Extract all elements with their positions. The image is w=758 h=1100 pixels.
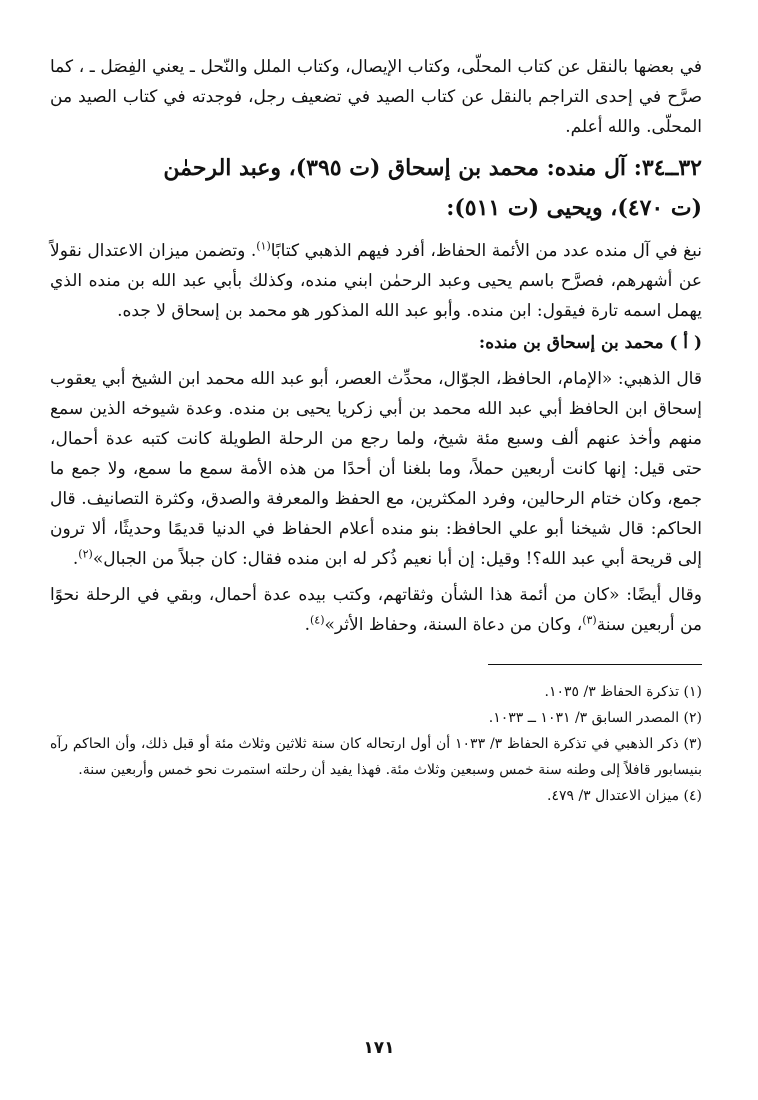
paragraph-3 (50, 580, 702, 640)
section-heading-line-1: ٣٢ــ٣٤: آل منده: محمد بن إسحاق (ت ٣٩٥)، وعبد الرحمٰن (163, 155, 702, 181)
intro-paragraph (50, 52, 702, 142)
footnotes (50, 679, 702, 809)
intro-line-3: فوجدته في كتاب الصيد من المحلّى. والله أعلم. (50, 87, 702, 137)
footnote-3: (٣) ذكر الذهبي في تذكرة الحفاظ ٣/ ١٠٣٣ أن أول ارتحاله كان سنة ثلاثين وثلاث مئة أو قبل ذلك، وأن الحاكم رآه بنيسابور قافلاً إلى وطنه سنة خمس وسبعين وثلاث مئة. فهذا يفيد أن رحلته استمرت نحو خمس وأربعين سنة. (50, 736, 702, 778)
footnote-ref-1: (١) (256, 239, 271, 253)
section-heading (50, 148, 702, 228)
footnote-ref-4: (٤) (310, 613, 325, 627)
paragraph-1 (50, 236, 702, 326)
section-heading-line-2: (ت ٤٧٠)، ويحيى (ت ٥١١): (446, 195, 702, 221)
paragraph-3-text-b: ، وكان من دعاة السنة، وحفاظ الأثر» (324, 615, 583, 635)
intro-line-2: الفِصَل ـ ، كما صرَّح في إحدى التراجم بالنقل عن كتاب الصيد في تضعيف رجل، (50, 57, 703, 107)
footnote-ref-3: (٣) (582, 613, 597, 627)
intro-line-1: في بعضها بالنقل عن كتاب المحلّى، وكتاب الإيصال، وكتاب الملل والنّحل ـ يعني (152, 57, 702, 77)
footnote-2: (٢) المصدر السابق ٣/ ١٠٣١ ــ ١٠٣٣. (488, 710, 702, 726)
footnote-ref-2: (٢) (78, 547, 93, 561)
paragraph-1-text-a: نبغ في آل منده عدد من الأئمة الحفاظ، أفرد فيهم الذهبي كتابًا (270, 241, 702, 261)
page-number: ١٧١ (363, 1038, 395, 1058)
subsection-heading: ( أ ) محمد بن إسحاق بن منده: (478, 333, 702, 353)
paragraph-3-text-a: وقال أيضًا: «كان من أئمة هذا الشأن وثقاتهم، وكتب بيده عدة أحمال، وبقي في الرحلة نحوًا من أربعين سنة (50, 585, 702, 635)
footnote-1: (١) تذكرة الحفاظ ٣/ ١٠٣٥. (544, 684, 702, 700)
paragraph-1-text-b: . وتضمن ميزان الاعتدال نقولاً عن أشهرهم، فصرَّح باسم يحيى وعبد الرحمٰن ابني منده، وكذلك بأبي عبد الله بن منده الذي يهمل اسمه تارة فيقول: ابن منده. وأبو عبد الله المذكور هو محمد بن إسحاق لا جده. (50, 241, 702, 321)
paragraph-3-end: . (304, 615, 310, 635)
paragraph-2 (50, 364, 702, 574)
paragraph-2-end: . (72, 549, 79, 569)
paragraph-2-text: قال الذهبي: «الإمام، الحافظ، الجوّال، محدِّث العصر، أبو عبد الله محمد ابن الشيخ أبي يعقوب إسحاق ابن الحافظ أبي عبد الله محمد بن أبي زكريا يحيى بن منده. وعدة شيوخه الذين سمع منهم وأخذ عنهم ألف وسبع مئة شيخ، ولما رجع من الرحلة الطويلة كانت كتبه عدة أحمال، حتى قيل: إنها كانت أربعين حملاً، وما بلغنا أن أحدًا من هذه الأمة سمع ما سمع، ولا جمع ما جمع، وكان ختام الرحالين، وفرد المكثرين، مع الحفظ والمعرفة والصدق، وكثرة التصانيف. قال الحاكم: قال شيخنا أبو علي الحافظ: بنو منده أعلام الحفاظ في الدنيا قديمًا وحديثًا، ألا ترون إلى قريحة أبي عبد الله؟! وقيل: إن أبا نعيم ذُكر له ابن منده فقال: كان جبلاً من الجبال» (50, 369, 702, 569)
footnote-4: (٤) ميزان الاعتدال ٣/ ٤٧٩. (546, 788, 702, 804)
footnote-divider (488, 664, 702, 665)
